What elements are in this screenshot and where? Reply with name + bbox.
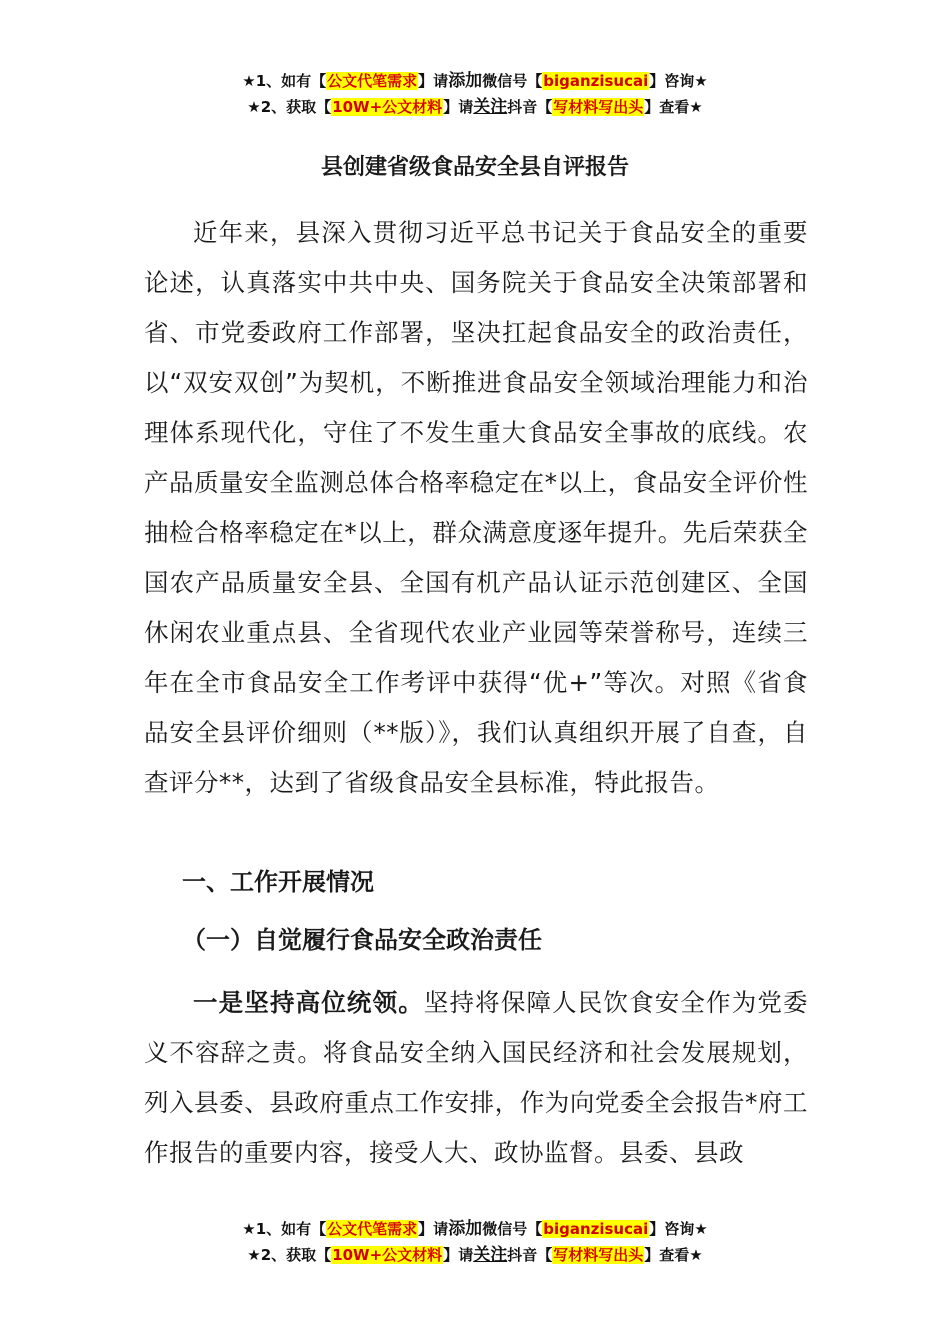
section-heading: 一、工作开展情况 xyxy=(182,868,374,896)
body-paragraph xyxy=(144,978,808,1178)
highlight-wechat-id: biganzisucai xyxy=(543,1220,649,1238)
highlight-service: 公文代笔需求 xyxy=(327,1220,418,1238)
paragraph-lead: 一是坚持高位统领。 xyxy=(193,988,424,1017)
banner-line-2: ★2、获取【10W+公文材料】请关注抖音【写材料写出头】查看★ xyxy=(247,97,703,117)
highlight-materials: 10W+公文材料 xyxy=(332,98,443,116)
banner-line-2: ★2、获取【10W+公文材料】请关注抖音【写材料写出头】查看★ xyxy=(247,1245,703,1265)
paragraph-text: 坚持将保障人民饮食安全作为党委义不容辞之责。将食品安全纳入国民经济和社会发展规划，列入县委、县政府重点工作安排，作为向党委全会报告*府工作报告的重要内容，接受人大、政协监督。县委、县政 xyxy=(144,988,809,1167)
highlight-wechat-id: biganzisucai xyxy=(543,72,649,90)
banner-line-1: ★1、如有【公文代笔需求】请添加微信号【biganzisucai】咨询★ xyxy=(242,1219,708,1239)
body-block xyxy=(144,978,808,1178)
highlight-douyin-id: 写材料写出头 xyxy=(553,98,644,116)
footer-banner xyxy=(0,1216,950,1268)
highlight-douyin-id: 写材料写出头 xyxy=(553,1246,644,1264)
subsection-heading: （一）自觉履行食品安全政治责任 xyxy=(182,926,542,954)
banner-line-1: ★1、如有【公文代笔需求】请添加微信号【biganzisucai】咨询★ xyxy=(242,71,708,91)
intro-paragraph: 近年来，县深入贯彻习近平总书记关于食品安全的重要论述，认真落实中共中央、国务院关于食品安全决策部署和省、市党委政府工作部署，坚决扛起食品安全的政治责任，以“双安双创”为契机，不断推进食品安全领域治理能力和治理体系现代化，守住了不发生重大食品安全事故的底线。农产品质量安全监测总体合格率稳定在*以上，食品安全评价性抽检合格率稳定在*以上，群众满意度逐年提升。先后荣获全国农产品质量安全县、全国有机产品认证示范创建区、全国休闲农业重点县、全省现代农业产业园等荣誉称号，连续三年在全市食品安全工作考评中获得“优+”等次。对照《省食品安全县评价细则（**版）》，我们认真组织开展了自查，自查评分**，达到了省级食品安全县标准，特此报告。 xyxy=(144,218,808,797)
intro-block xyxy=(144,208,808,808)
header-banner xyxy=(0,68,950,120)
highlight-service: 公文代笔需求 xyxy=(327,72,418,90)
highlight-materials: 10W+公文材料 xyxy=(332,1246,443,1264)
document-title: 县创建省级食品安全县自评报告 xyxy=(320,155,629,180)
